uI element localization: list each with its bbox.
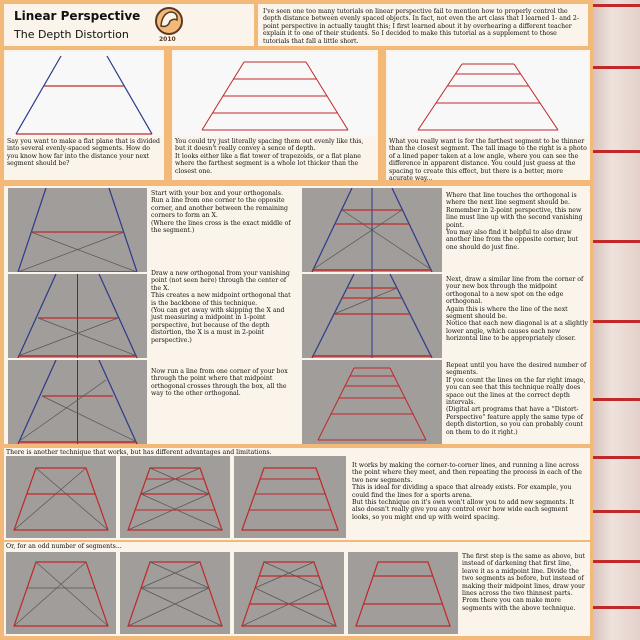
row1-panel-2 — [172, 50, 378, 180]
paper-line — [593, 398, 640, 401]
paper-line — [593, 510, 640, 513]
step-left-text-1: Start with your box and your orthogonals. Run a line from one corner to the opposite corner, and another between the remaining corners to form an X. (Where the lines cross is the exact middle of the segment.) — [151, 190, 291, 235]
paper-line — [593, 320, 640, 323]
technique2-text: It works by making the corner-to-corner lines, and running a line across the point where they meet, and then repeating the process in each of the two new segments. This is ideal for dividing a space that already exists. For example, you could find the lines for a sports arena. But this technique on it's own won't allow you to add new segments. It also doesn't really give you any control over how wide each segment looks, so you might end up with weird spacing. — [352, 462, 582, 521]
paper-line — [593, 4, 640, 7]
photo-tech3-step4 — [348, 552, 458, 634]
illustration-even-spacing — [174, 52, 376, 136]
artist-logo — [152, 6, 186, 42]
illustration-correct-spacing — [388, 52, 588, 136]
row1-panel-1 — [4, 50, 164, 180]
photo-tech3-step2 — [120, 552, 230, 634]
step-left-text-3: Now run a line from one corner of your box through the point where that midpoint orthogonal crosses through the box, all the way to the other orthogonal. — [151, 368, 288, 398]
photo-tech3-step3 — [234, 552, 344, 634]
photo-step-diagonal — [8, 360, 147, 444]
technique2-heading: There is another technique that works, but has different advantages and limitations. — [6, 449, 272, 456]
paper-line — [593, 456, 640, 459]
step-right-text-3: Repeat until you have the desired number of segments. If you count the lines on the far right image, you can see that this technique really does space out the lines at the correct depth intervals. (Digital art programs that have a "Distort-Perspective" feature apply the same type of depth distortion, so you can probably count on them to do it right.) — [446, 362, 587, 436]
photo-step-midpoint — [8, 274, 147, 358]
photo-tech2-step1 — [6, 456, 116, 538]
paper-line — [593, 240, 640, 243]
logo-year: 2010 — [159, 36, 176, 43]
paper-line — [593, 606, 640, 609]
page-title: Linear Perspective — [14, 9, 141, 23]
illustration-segments-question — [6, 52, 162, 136]
row1-text-1: Say you want to make a flat plane that is divided into several evenly-spaced segments. How do you know how far into the distance your next segment should be? — [7, 138, 160, 168]
title-panel — [4, 4, 254, 46]
step-right-text-1: Where that line touches the orthogonal is where the next line segment should be. Remember in 2-point perspective, this new line must line up with the second vanishing point. You may also find it helpful to also draw another line from the opposite corner, but one should do just fine. — [446, 192, 583, 251]
photo-tech3-step1 — [6, 552, 116, 634]
photo-step-x-lines — [8, 188, 147, 272]
photo-step-final — [302, 360, 442, 444]
row1-text-3: What you really want is for the farthest segment to be thinner than the closest segment. The tall image to the right is a photo of a lined paper taken at a low angle, where you can see the difference in apparent distance. You could just guess at the spacing to create this effect, but there is a better, more acurate way... — [389, 138, 587, 183]
photo-tech2-step2 — [120, 456, 230, 538]
technique3-heading: Or, for an odd number of segments... — [6, 543, 122, 550]
photo-step-next-segment — [302, 188, 442, 272]
paper-line — [593, 150, 640, 153]
photo-tech2-step3 — [234, 456, 346, 538]
paper-line — [593, 560, 640, 563]
technique3-text: The first step is the same as above, but instead of darkening that first line, leave it as a midpoint line. Divide the two segments as before, but instead of making their midpoint lines, draw your lines across the two thinnest parts. From there you can make more segments with the above technique. — [462, 553, 586, 612]
step-left-text-2: Draw a new orthogonal from your vanishing point (not seen here) through the center of the X. This creates a new midpoint orthogonal that is the backbone of this technique. (You can get away with skipping the X and just measuring a midpoint in 1-point perspective, but because of the depth distortion, the X is a must in 2-point perspective.) — [151, 270, 291, 344]
photo-step-repeat — [302, 274, 442, 358]
intro-text: I've seen one too many tutorials on linear perspective fail to mention how to properly control the depth distance between evenly spaced objects. In fact, not even the art class that I learned 1- and 2-point perspective in actually taught this; I first learned about it by overhearing a different teacher explain it to one of their students. So I decided to make this tutorial as a supplement to those tutorials that fall a little short. — [263, 8, 579, 45]
row1-text-2: You could try just literally spacing them out evenly like this, but it doesn't really convey a sence of depth. It looks either like a flat tower of trapezoids, or a flat plane where the farthest segment is a whole lot thicker than the closest one. — [175, 138, 364, 175]
intro-panel — [258, 4, 588, 46]
logo-icon — [152, 6, 186, 36]
row1-panel-3 — [386, 50, 590, 183]
paper-line — [593, 66, 640, 69]
step-right-text-2: Next, draw a similar line from the corner of your new box through the midpoint orthogonal to a new spot on the edge orthogonal. Again this is where the line of the next segment should be. Notice that each new diagonal is at a slightly lower angle, which causes each new horizontal line to be appropriately closer. — [446, 276, 588, 343]
lined-paper-photo — [593, 0, 640, 640]
page-subtitle: The Depth Distortion — [14, 28, 129, 41]
